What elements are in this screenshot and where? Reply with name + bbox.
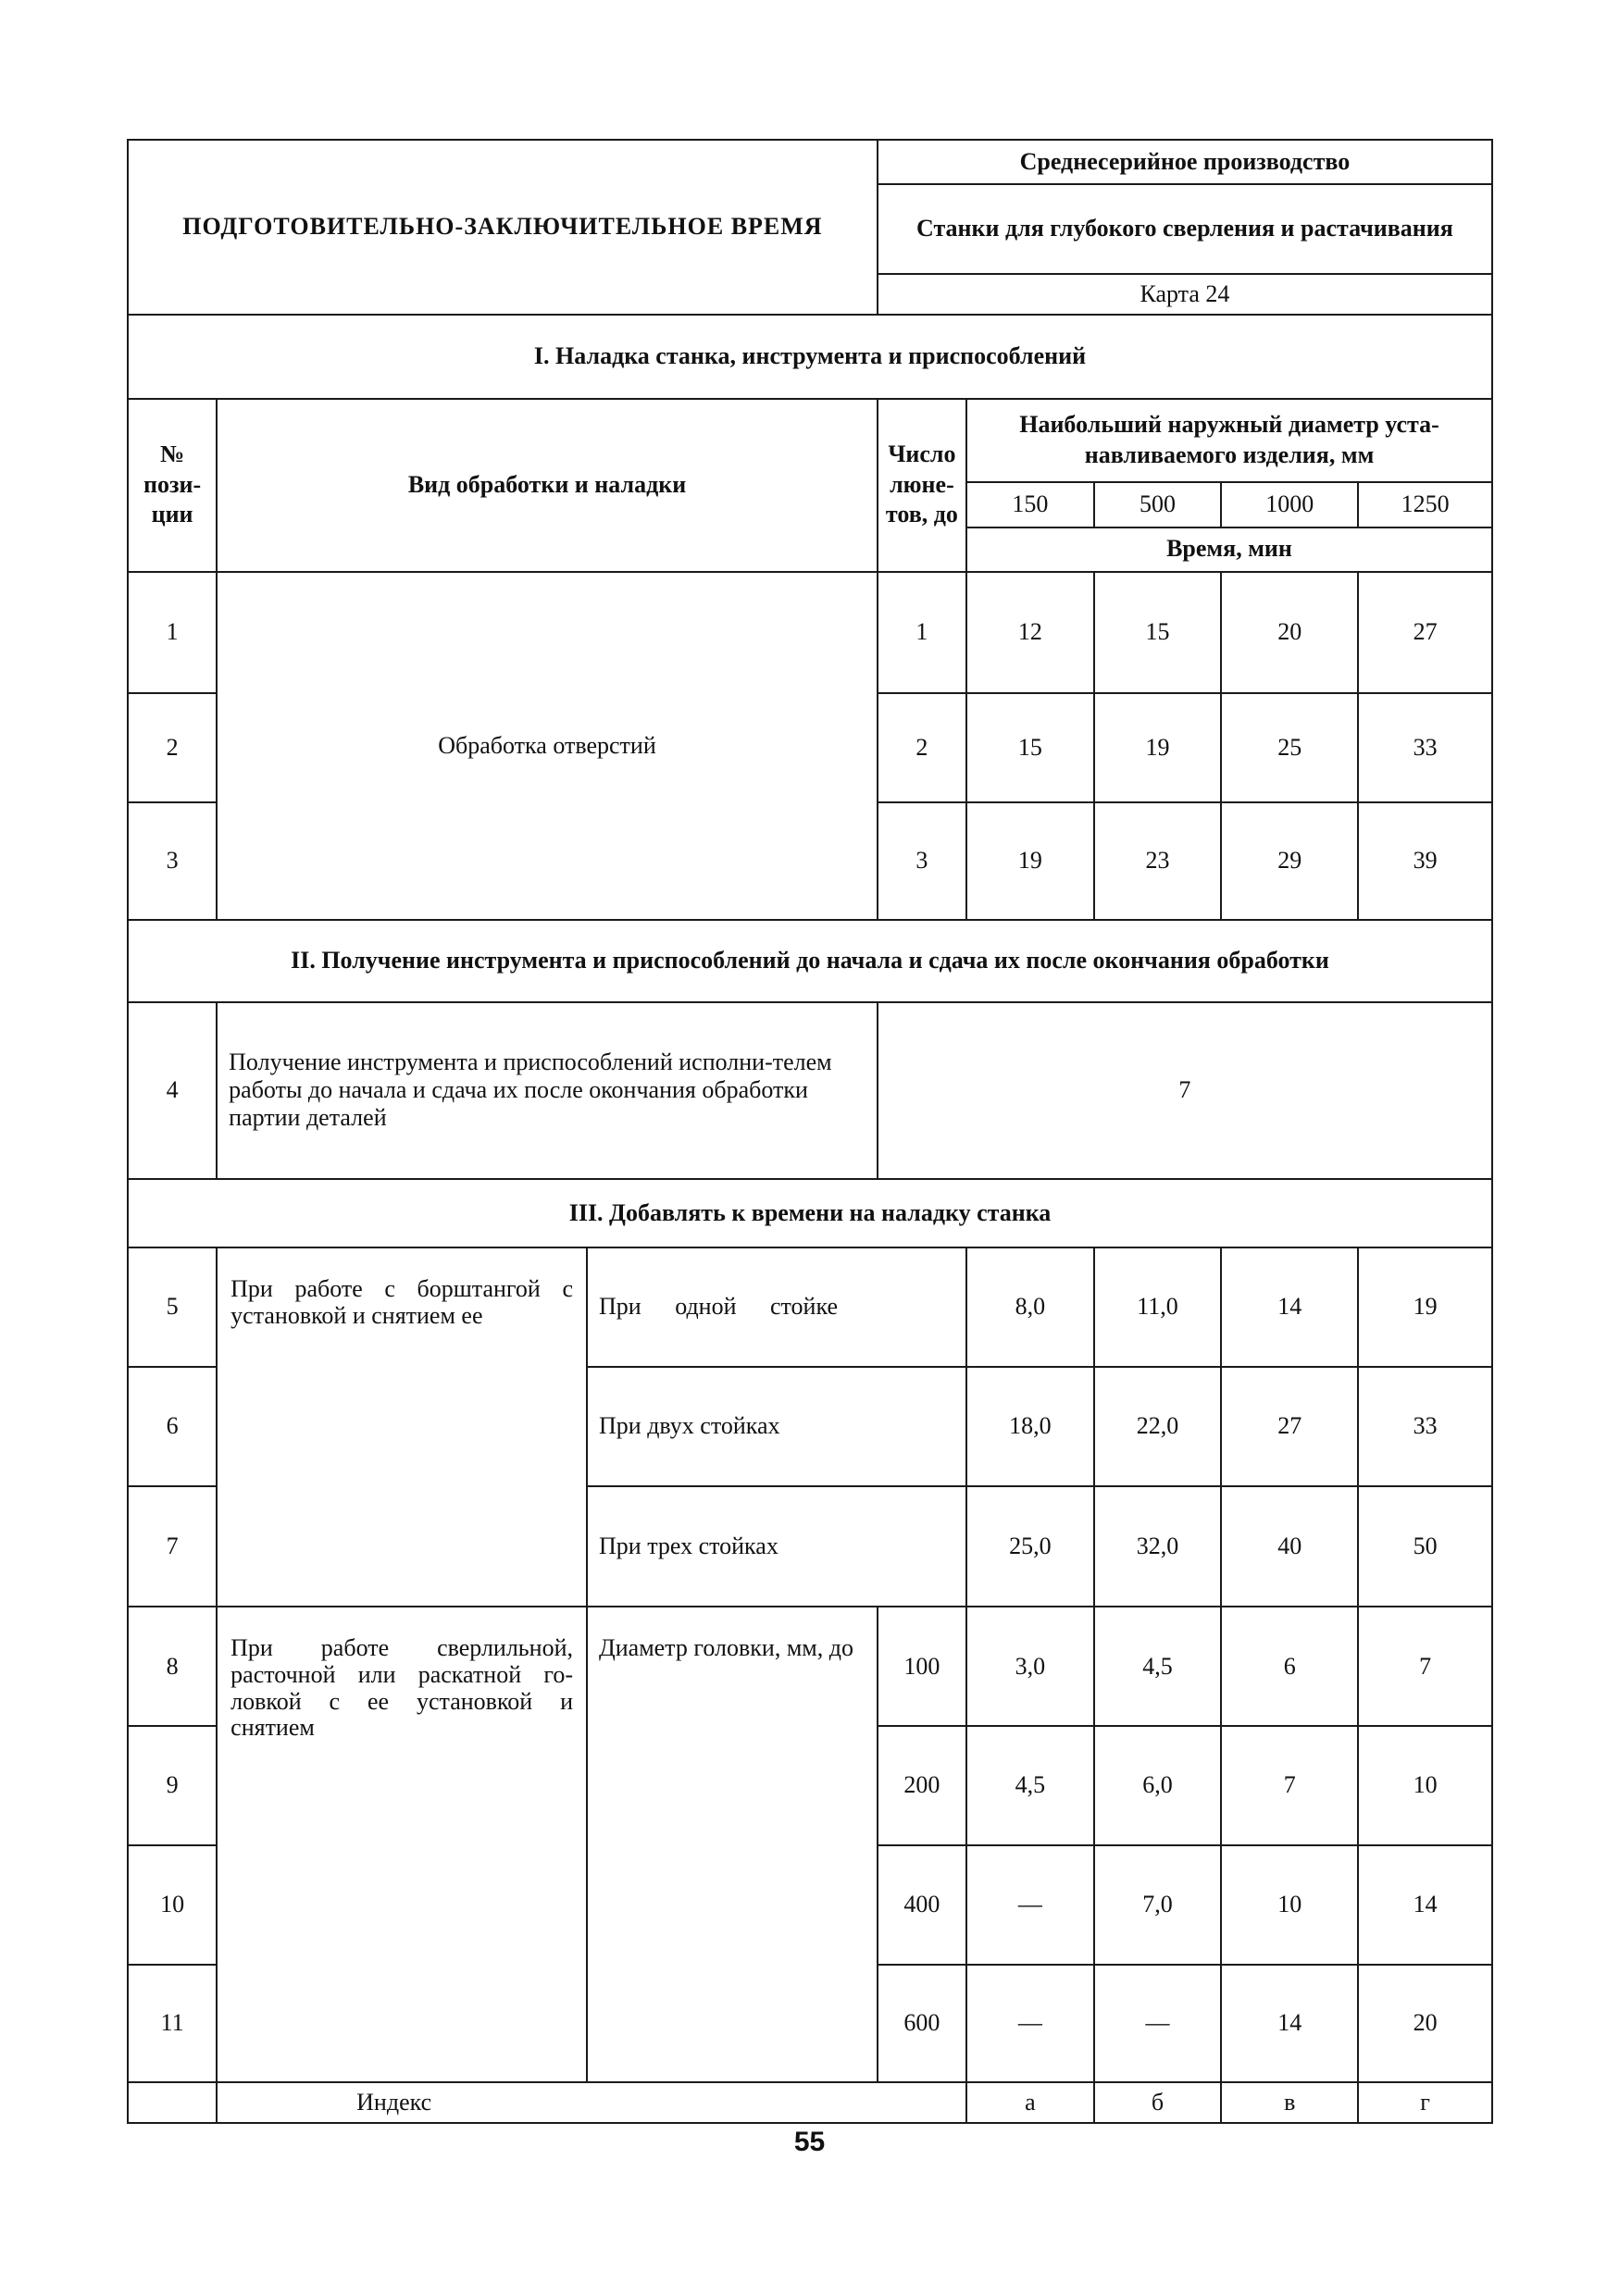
cell-value: 4,5 [1094,1607,1222,1726]
head-diameter: 200 [878,1726,966,1845]
index-d: г [1358,2082,1492,2123]
norm-table [127,139,1493,2124]
row-count: 2 [878,693,966,803]
col-header-pos: № пози-ции [128,399,217,572]
row-pos: 2 [128,693,217,803]
index-label: Индекс [217,2082,966,2123]
cell-value: 32,0 [1094,1486,1222,1607]
cell-value: 7 [1221,1726,1358,1845]
col-d-150: 150 [966,482,1094,527]
cell-value: — [1094,1965,1222,2082]
page-title: ПОДГОТОВИТЕЛЬНО-ЗАКЛЮЧИТЕЛЬНОЕ ВРЕМЯ [128,140,878,315]
cell-value: 4,5 [966,1726,1094,1845]
cell-value: 15 [1094,572,1222,693]
row-pos: 1 [128,572,217,693]
index-a: а [966,2082,1094,2123]
row-label: При трех стойках [587,1486,966,1607]
cell-value: 7,0 [1094,1845,1222,1965]
cell-value: 3,0 [966,1607,1094,1726]
cell-value: 18,0 [966,1367,1094,1486]
cell-value: 7 [1358,1607,1492,1726]
cell-value: 33 [1358,693,1492,803]
section-2-text: Получение инструмента и приспособлений исполни-телем работы до начала и сдача их после окончания обработки партии деталей [217,1002,878,1179]
cell-value: 19 [1094,693,1222,803]
row-pos: 4 [128,1002,217,1179]
cell-value: 39 [1358,802,1492,920]
cell-value: 19 [1358,1247,1492,1367]
cell-value: 22,0 [1094,1367,1222,1486]
section-1-name: Обработка отверстий [217,572,878,920]
section-2-title: II. Получение инструмента и приспособлений до начала и сдача их после окончания обработки [128,920,1492,1002]
group-boring-bar: При работе с борштангой с установкой и снятием ее [217,1247,587,1607]
cell-value: 14 [1221,1965,1358,2082]
card-number: Карта 24 [878,274,1492,315]
group-drill-head: При работе сверлильной, расточной или раскатной го-ловкой с ее установкой и снятием [217,1607,587,2081]
row-pos: 3 [128,802,217,920]
section-2-value: 7 [878,1002,1492,1179]
cell-value: 10 [1221,1845,1358,1965]
row-pos: 11 [128,1965,217,2082]
cell-value: 6 [1221,1607,1358,1726]
cell-value: 19 [966,802,1094,920]
cell-value: 10 [1358,1726,1492,1845]
row-label: При одной стойке [587,1247,966,1367]
col-d-1250: 1250 [1358,482,1492,527]
row-pos: 8 [128,1607,217,1726]
head-diameter-label: Диаметр головки, мм, до [587,1607,878,2081]
section-3-title: III. Добавлять к времени на наладку станка [128,1179,1492,1247]
row-pos: 9 [128,1726,217,1845]
col-header-diameter: Наибольший наружный диаметр уста-навливаемого изделия, мм [966,399,1492,483]
row-label: При двух стойках [587,1367,966,1486]
cell-value: 8,0 [966,1247,1094,1367]
cell-value: 25 [1221,693,1358,803]
cell-value: 14 [1221,1247,1358,1367]
page-number: 55 [793,2127,826,2157]
cell-value: 33 [1358,1367,1492,1486]
cell-value: 20 [1358,1965,1492,2082]
cell-value: 14 [1358,1845,1492,1965]
col-d-500: 500 [1094,482,1222,527]
cell-value: 29 [1221,802,1358,920]
cell-value: — [966,1965,1094,2082]
col-header-count: Число люне-тов, до [878,399,966,572]
col-header-time: Время, мин [966,527,1492,572]
row-pos: 6 [128,1367,217,1486]
head-diameter: 100 [878,1607,966,1726]
index-b: б [1094,2082,1222,2123]
head-diameter: 600 [878,1965,966,2082]
row-pos: 10 [128,1845,217,1965]
cell-value: 40 [1221,1486,1358,1607]
cell-value: 20 [1221,572,1358,693]
col-header-kind: Вид обработки и наладки [217,399,878,572]
cell-value: 15 [966,693,1094,803]
cell-value: 25,0 [966,1486,1094,1607]
cell-value: 50 [1358,1486,1492,1607]
col-d-1000: 1000 [1221,482,1358,527]
cell-value: 12 [966,572,1094,693]
head-diameter: 400 [878,1845,966,1965]
cell-value: 27 [1358,572,1492,693]
row-count: 3 [878,802,966,920]
cell-value: 23 [1094,802,1222,920]
machine-type: Станки для глубокого сверления и растачивания [878,184,1492,274]
production-type: Среднесерийное производство [878,140,1492,184]
cell-value: — [966,1845,1094,1965]
cell-value: 27 [1221,1367,1358,1486]
row-count: 1 [878,572,966,693]
cell-value: 6,0 [1094,1726,1222,1845]
row-pos: 7 [128,1486,217,1607]
cell-value: 11,0 [1094,1247,1222,1367]
section-1-title: I. Наладка станка, инструмента и приспособлений [128,315,1492,399]
index-c: в [1221,2082,1358,2123]
row-pos: 5 [128,1247,217,1367]
